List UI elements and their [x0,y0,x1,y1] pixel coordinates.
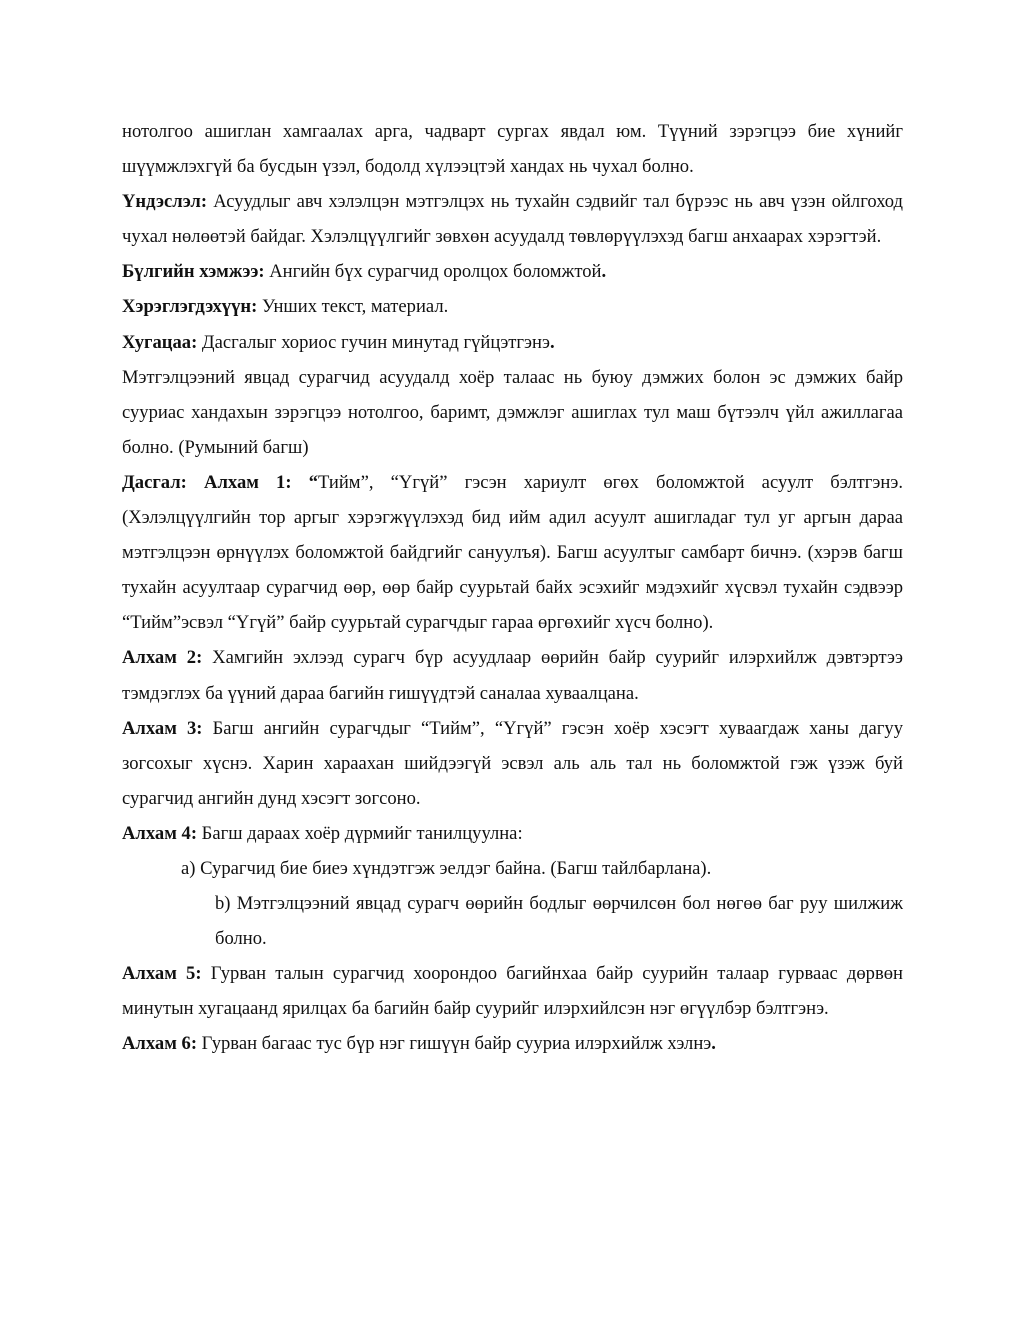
paragraph-text: Ангийн бүх сурагчид оролцох боломжтой [264,261,602,283]
paragraph-label: Дасгал: Алхам 1: “ [122,471,319,493]
paragraph-step-4 [122,816,903,851]
paragraph-text: Дасгалыг хориос гучин минутад гүйцэтгэнэ [197,331,550,353]
paragraph-duration [122,325,903,360]
paragraph-step-6 [122,1026,903,1061]
paragraph-step-1 [122,465,903,640]
paragraph-step-3 [122,711,903,816]
paragraph-group-size [122,254,903,289]
paragraph-text: Хамгийн эхлээд сурагч бүр асуудлаар өөрийн байр суурийг илэрхийлж дэвтэртээ тэмдэглэх ба үүний дараа багийн гишүүдтэй саналаа хуваалцана. [122,647,903,704]
paragraph-text: Тийм”, “Үгүй” гэсэн хариулт өгөх боломжтой асуулт бэлтгэнэ. (Хэлэлцүүлгийн тор аргыг хэрэгжүүлэхэд бид ийм адил асуулт ашигладаг тул уг аргын дараа мэтгэлцээн өрнүүлэх боломжтой байдгийг сануулъя). Багш асуултыг самбарт бичнэ. (хэрэв багш тухайн асуултаар сурагчид өөр, өөр байр суурьтай байх эсэхийг мэдэхийг хүсвэл тухайн сэдвээр “Тийм”эсвэл “Үгүй” байр суурьтай сурагчдыг гараа өргөхийг хүсч болно). [122,471,903,634]
paragraph-intro [122,114,903,184]
paragraph-materials [122,289,903,324]
paragraph-rationale [122,184,903,254]
paragraph-label: Алхам 2: [122,647,203,669]
paragraph-text: Асуудлыг авч хэлэлцэн мэтгэлцэх нь тухайн сэдвийг тал бүрээс нь авч үзэн ойлгоход чухал нөлөөтэй байдаг. Хэлэлцүүлгийг зөвхөн асуудалд төвлөрүүлэхэд багш анхаарах хэрэгтэй. [122,191,903,248]
rule-text: b) Мэтгэлцээний явцад сурагч өөрийн бодлыг өөрчилсөн бол нөгөө баг руу шилжиж болно. [215,893,903,950]
paragraph-text: Багш ангийн сурагчдыг “Тийм”, “Үгүй” гэсэн хоёр хэсэгт хуваагдаж ханы дагуу зогсохыг хүснэ. Харин хараахан шийдээгүй эсвэл аль аль тал нь боломжтой гэж үзэж буй сурагчид ангийн дунд хэсэгт зогсоно. [122,717,903,809]
rule-text: a) Сурагчид бие биеэ хүндэтгэж эелдэг байна. (Багш тайлбарлана). [181,857,712,879]
body-text [122,114,903,1062]
paragraph-label: Алхам 4: [122,822,198,844]
paragraph-text: Мэтгэлцээний явцад сурагчид асуудалд хоёр талаас нь буюу дэмжих болон эс дэмжих байр сууриас хандахын зэрэгцээ нотолгоо, баримт, дэмжлэг ашиглах тул маш бүтээлч үйл ажиллагаа болно. (Румыний багш) [122,366,903,458]
paragraph-label: Хугацаа: [122,331,198,353]
paragraph-label: Бүлгийн хэмжээ: [122,261,265,283]
paragraph-text: Унших текст, материал. [257,296,449,318]
rule-b [122,886,903,956]
paragraph-label: Үндэслэл: [122,191,208,213]
paragraph-text: Багш дараах хоёр дүрмийг танилцуулна: [197,822,523,844]
paragraph-debate-intro [122,360,903,465]
paragraph-label: Алхам 6: [122,1033,198,1055]
paragraph-label: Алхам 5: [122,963,202,985]
paragraph-step-5 [122,956,903,1026]
paragraph-label: Алхам 3: [122,717,203,739]
paragraph-tail: . [711,1033,716,1055]
paragraph-tail: . [601,261,607,283]
paragraph-step-2 [122,640,903,710]
paragraph-tail: . [549,331,555,353]
paragraph-text: Гурван талын сурагчид хоорондоо багийнхаа байр суурийн талаар гурваас дөрвөн минутын хугацаанд ярилцах ба багийн байр суурийг илэрхийлсэн нэг өгүүлбэр бэлтгэнэ. [122,963,903,1020]
rule-a [122,851,903,886]
paragraph-text: Гурван багаас тус бүр нэг гишүүн байр сууриа илэрхийлж хэлнэ [197,1033,712,1055]
paragraph-text: нотолгоо ашиглан хамгаалах арга, чадварт сургах явдал юм. Түүний зэрэгцээ бие хүнийг шүүмжлэхгүй ба бусдын үзэл, бодолд хүлээцтэй хандах нь чухал болно. [122,121,903,178]
paragraph-label: Хэрэглэгдэхүүн: [122,296,258,318]
